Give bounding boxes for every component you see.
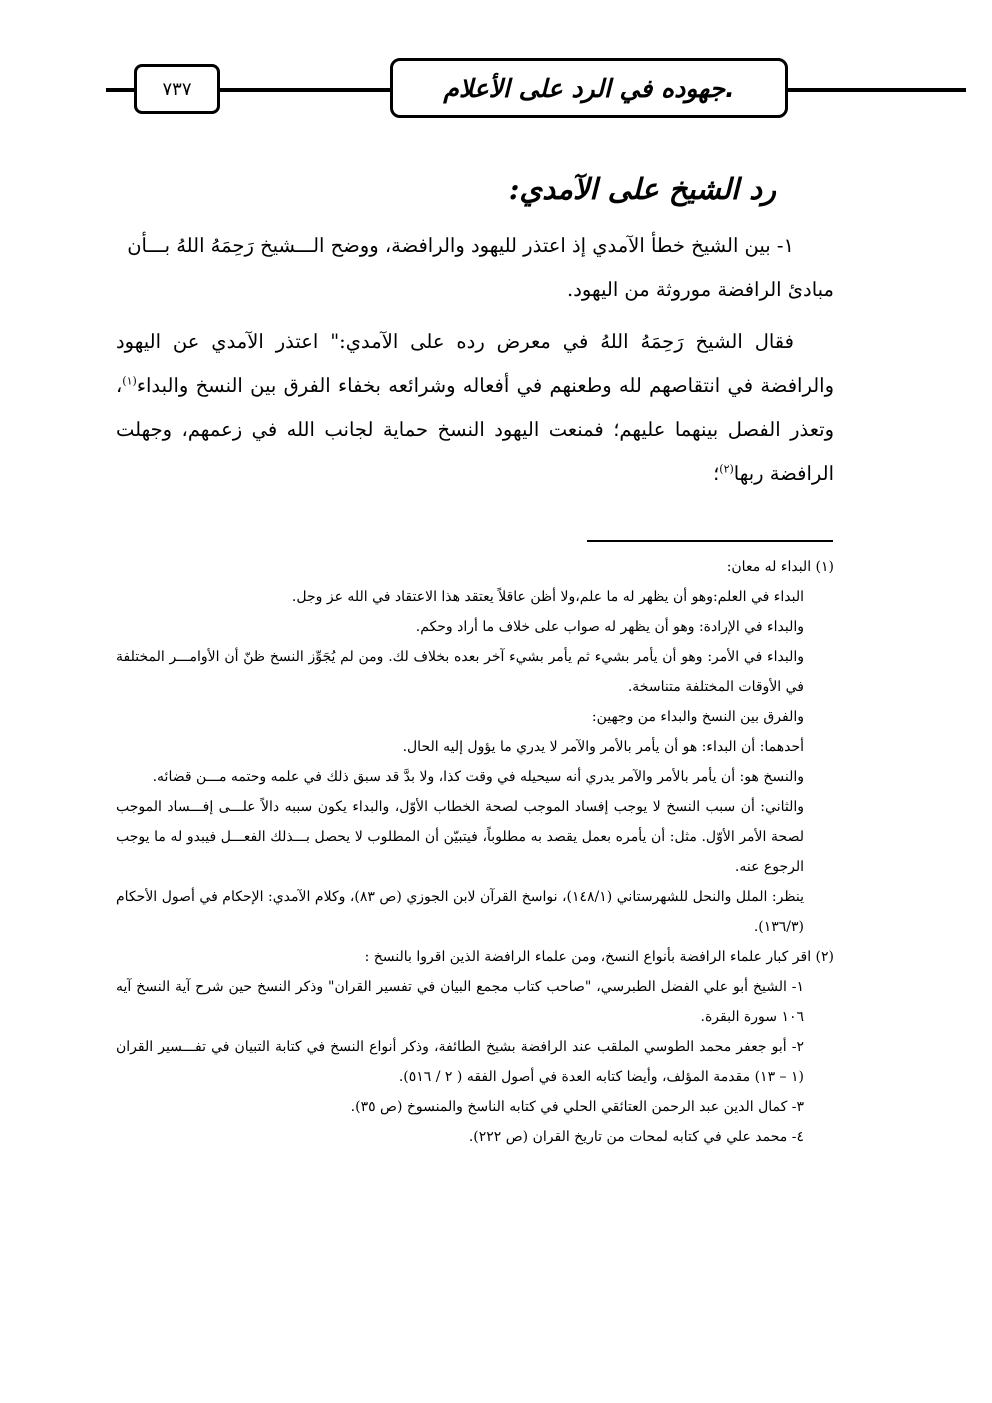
footnotes (116, 552, 834, 1152)
footnote-1-line: والبداء في الإرادة: وهو أن يظهر له صواب على خلاف ما أراد وحكم. (415, 619, 804, 635)
footnote-separator (587, 540, 833, 542)
para1-line2: مبادئ الرافضة موروثة من اليهود. (567, 278, 834, 301)
para2-text-a: فقال الشيخ رَحِمَهُ اللهُ في معرض رده على الآمدي:" اعتذر الآمدي عن اليهود والرافضة في انتقاصهم لله وطعنهم في أفعاله وشرائعه بخفاء الفرق بين النسخ والبداء (116, 330, 834, 397)
footnote-2-item: ١- الشيخ أبو علي الفضل الطبرسي، "صاحب كتاب مجمع البيان في تفسير القران" وذكر النسخ حين شرح آية النسخ آيه ١٠٦ سورة البقرة. (116, 979, 804, 1025)
footnote-2-item: ٤- محمد علي في كتابه لمحات من تاريخ القران (ص ٢٢٢). (468, 1129, 804, 1145)
running-title: جهوده في الرد على الأعلام. (390, 58, 788, 118)
footnote-1-line: والفرق بين النسخ والبداء من وجهين: (591, 709, 804, 725)
para2-text-b: ، وتعذر الفصل بينهما عليهم؛ فمنعت اليهود النسخ حماية لجانب الله في زعمهم، وجهلت الرافضة ربها (116, 374, 834, 485)
footnote-ref-2[interactable]: (٢) (719, 462, 734, 476)
footnote-1-line: أحدهما: أن البداء: هو أن يأمر بالأمر والآمر لا يدري ما يؤول إليه الحال. (402, 739, 804, 755)
footnote-ref-1[interactable]: (١) (122, 374, 137, 388)
paragraph-1 (116, 224, 834, 312)
footnote-1-sources: ينظر: الملل والنحل للشهرستاني (١٤٨/١)، نواسخ القرآن لابن الجوزي (ص ٨٣)، وكلام الآمدي: الإحكام في أصول الأحكام (١٣٦/٣). (116, 889, 804, 935)
footnote-2-item: ٣- كمال الدين عبد الرحمن العتائقي الحلي في كتابه الناسخ والمنسوخ (ص ٣٥). (350, 1099, 804, 1115)
para2-text-c: ؛ (713, 462, 720, 485)
footnote-2-item: ٢- أبو جعفر محمد الطوسي الملقب عند الرافضة بشيخ الطائفة، وذكر أنواع النسخ في كتابة التبيان في تفـــسير القران (١ – ١٣) مقدمة المؤلف، وأيضا كتابه العدة في أصول الفقه ( ٢ / ٥١٦). (116, 1039, 804, 1085)
para1-line1: ١- بين الشيخ خطأ الآمدي إذ اعتذر لليهود والرافضة، ووضح الـــشيخ رَحِمَهُ اللهُ بـــأن (127, 234, 794, 257)
footnote-2-heading: (٢) اقر كبار علماء الرافضة بأنواع النسخ، ومن علماء الرافضة الذين اقروا بالنسخ : (364, 949, 834, 965)
footnote-1-line: البداء في العلم:وهو أن يظهر له ما علم،ولا أظن عاقلاً يعتقد هذا الاعتقاد في الله عز وجل. (291, 589, 804, 605)
main-text (116, 224, 834, 496)
footnote-1-line: والبداء في الأمر: وهو أن يأمر بشيء ثم يأمر بشيء آخر بعده بخلاف لك. ومن لم يُجَوِّز النسخ ظنّ أن الأوامـــر المختلفة في الأوقات المختلفة متناسخة. (116, 649, 804, 695)
footnote-1-line: والنسخ هو: أن يأمر بالأمر والآمر يدري أنه سيحيله في وقت كذا، ولا بدَّ قد سبق ذلك في علمه وحتمه مـــن قضائه. (152, 769, 804, 785)
footnote-1-line: والثاني: أن سبب النسخ لا يوجب إفساد الموجب لصحة الخطاب الأوّل، والبداء يكون سببه دالاً علـــى إفـــساد الموجب لصحة الأمر الأوّل. مثل: أن يأمره بعمل يقصد به مطلوباً، فيتبيّن أن المطلوب لا يحصل بـــذلك الفعـــل فيبدو له ما يوجب الرجوع عنه. (116, 799, 804, 875)
paragraph-2 (116, 320, 834, 496)
footnote-1-heading: (١) البداء له معان: (726, 559, 834, 575)
section-heading: رد الشيخ على الآمدي: (508, 172, 776, 206)
page-number: ٧٣٧ (134, 64, 220, 114)
